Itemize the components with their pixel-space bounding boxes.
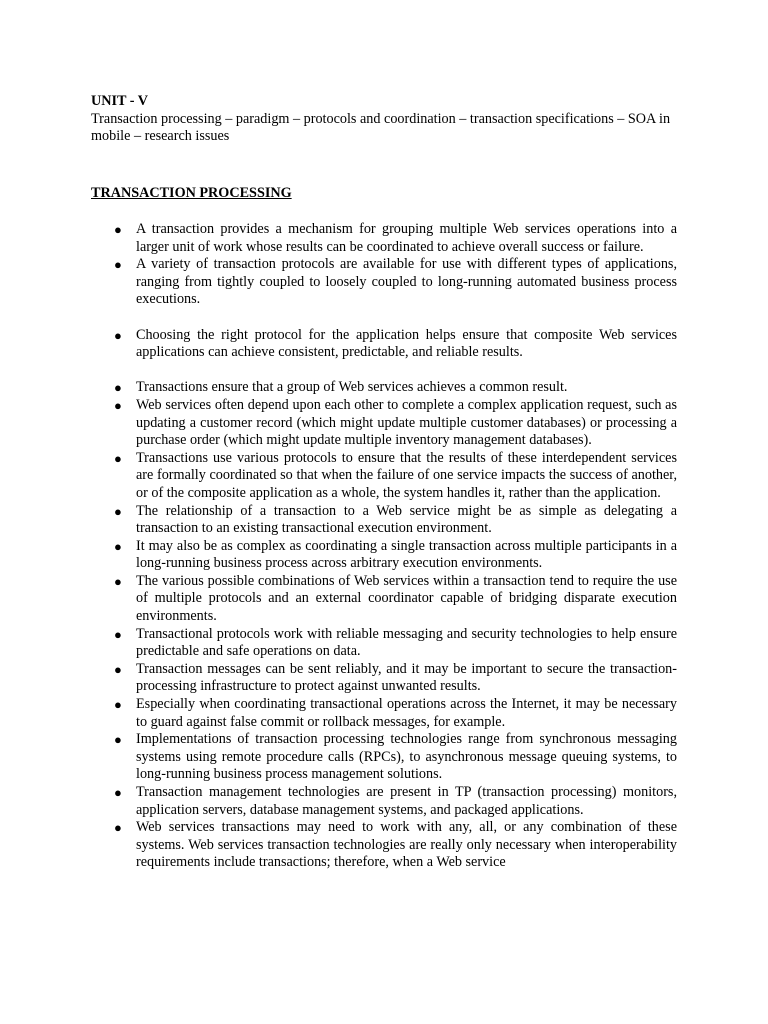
bullet-icon: ● <box>114 327 122 343</box>
list-item <box>114 379 677 397</box>
list-item-text: Implementations of transaction processing technologies range from synchronous messaging systems using remote procedure calls (RPCs), to asynchronous message queuing systems, to long-running business process management solutions. <box>136 731 677 783</box>
bullet-icon: ● <box>114 397 122 413</box>
bullet-icon: ● <box>114 503 122 519</box>
list-item <box>114 449 677 503</box>
list-item <box>114 625 677 661</box>
bullet-icon: ● <box>114 626 122 642</box>
list-item <box>114 537 677 573</box>
list-item-text: The relationship of a transaction to a Web service might be as simple as delegating a transaction to an existing transactional execution environment. <box>136 502 677 537</box>
unit-topics: Transaction processing – paradigm – protocols and coordination – transaction specifications – SOA in mobile – research issues <box>91 110 671 145</box>
bullet-icon: ● <box>114 222 122 237</box>
list-item-text: Transaction messages can be sent reliably, and it may be important to secure the transaction-processing infrastructure to protect against unwanted results. <box>136 660 677 695</box>
list-item-text: A variety of transaction protocols are available for use with different types of applications, ranging from tightly coupled to loosely coupled to long-running automated business process executions. <box>136 256 677 308</box>
list-item-text: Especially when coordinating transactional operations across the Internet, it may be necessary to guard against false commit or rollback messages, for example. <box>136 696 677 730</box>
bullet-icon: ● <box>114 538 122 554</box>
bullet-icon: ● <box>114 380 122 396</box>
list-item-text: A transaction provides a mechanism for grouping multiple Web services operations into a larger unit of work whose results can be coordinated to achieve overall success or failure. <box>136 221 677 255</box>
bullet-icon: ● <box>114 661 122 677</box>
list-item-text: Web services transactions may need to work with any, all, or any combination of these systems. Web services transaction technologies are really only necessary when interoperability requirements include transactions; therefore, when a Web service <box>136 819 677 871</box>
bullet-icon: ● <box>114 820 122 836</box>
bullet-icon: ● <box>114 732 122 748</box>
list-item <box>114 784 677 819</box>
list-item-text: The various possible combinations of Web services within a transaction tend to require the use of multiple protocols and an external coordinator capable of bridging disparate execution environments. <box>136 572 677 625</box>
list-item <box>114 660 677 696</box>
list-item-text: Choosing the right protocol for the application helps ensure that composite Web services applications can achieve consistent, predictable, and reliable results. <box>136 326 677 361</box>
list-item <box>114 256 677 309</box>
bullet-icon: ● <box>114 697 122 713</box>
bullet-list <box>114 221 677 872</box>
section-heading: TRANSACTION PROCESSING <box>91 185 292 201</box>
list-item <box>114 326 677 362</box>
list-item <box>114 221 677 256</box>
list-item-text: Transaction management technologies are present in TP (transaction processing) monitors, application servers, database management systems, and packaged applications. <box>136 784 677 818</box>
list-item <box>114 396 677 450</box>
list-item-text: Transactions ensure that a group of Web services achieves a common result. <box>136 379 568 396</box>
bullet-icon: ● <box>114 573 122 589</box>
list-item <box>114 572 677 626</box>
list-item <box>114 696 677 731</box>
unit-header <box>91 93 691 146</box>
bullet-icon: ● <box>114 785 122 800</box>
list-item-text: Transactions use various protocols to ensure that the results of these interdependent services are formally coordinated so that when the failure of one service impacts the success of another, or of the composite application as a whole, the system handles it, rather than the application. <box>136 449 677 501</box>
bullet-icon: ● <box>114 257 122 273</box>
list-item-text: Transactional protocols work with reliable messaging and security technologies to help ensure predictable and safe operations on data. <box>136 625 677 660</box>
list-item <box>114 502 677 538</box>
list-item-text: It may also be as complex as coordinating a single transaction across multiple participants in a long-running business process across arbitrary execution environments. <box>136 537 677 572</box>
unit-title: UNIT - V <box>91 93 149 109</box>
bullet-icon: ● <box>114 450 122 466</box>
list-item <box>114 731 677 784</box>
list-item <box>114 819 677 872</box>
list-item-text: Web services often depend upon each other to complete a complex application request, such as updating a customer record (which might update multiple customer databases) or processing a purchase order (which might update multiple inventory management databases). <box>136 396 677 449</box>
